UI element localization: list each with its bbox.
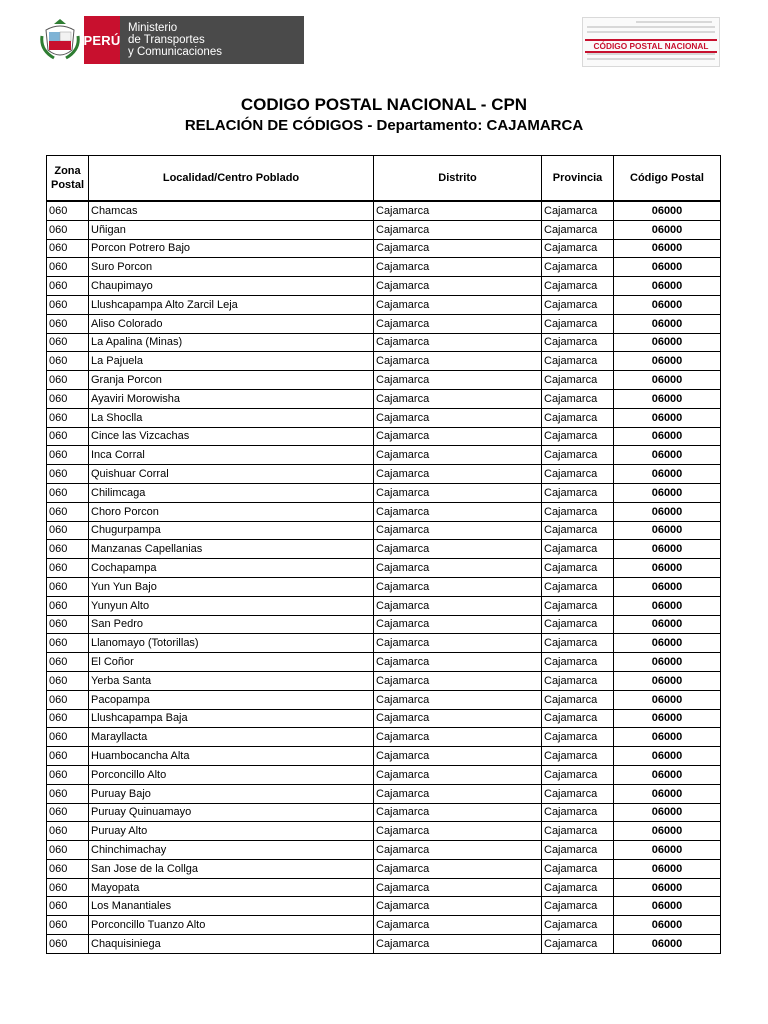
cell-distrito: Cajamarca bbox=[374, 352, 542, 371]
cell-provincia: Cajamarca bbox=[542, 784, 614, 803]
cell-provincia: Cajamarca bbox=[542, 878, 614, 897]
cell-localidad: Llanomayo (Totorillas) bbox=[89, 634, 374, 653]
cpn-logo-lines-top bbox=[587, 21, 715, 36]
cell-zona: 060 bbox=[47, 615, 89, 634]
table-row bbox=[47, 765, 721, 784]
peru-brand bbox=[84, 16, 120, 64]
cell-provincia: Cajamarca bbox=[542, 935, 614, 954]
cell-zona: 060 bbox=[47, 408, 89, 427]
cell-provincia: Cajamarca bbox=[542, 841, 614, 860]
cell-provincia: Cajamarca bbox=[542, 765, 614, 784]
cell-zona: 060 bbox=[47, 878, 89, 897]
cell-zona: 060 bbox=[47, 671, 89, 690]
cell-distrito: Cajamarca bbox=[374, 841, 542, 860]
cell-distrito: Cajamarca bbox=[374, 446, 542, 465]
table-row bbox=[47, 333, 721, 352]
cell-distrito: Cajamarca bbox=[374, 916, 542, 935]
cell-localidad: Uñigan bbox=[89, 220, 374, 239]
table-body bbox=[47, 201, 721, 953]
table-row bbox=[47, 446, 721, 465]
cell-zona: 060 bbox=[47, 728, 89, 747]
cell-codigo-postal: 06000 bbox=[614, 841, 721, 860]
cell-distrito: Cajamarca bbox=[374, 220, 542, 239]
page-subtitle: RELACIÓN DE CÓDIGOS - Departamento: CAJAMARCA bbox=[184, 117, 584, 134]
cell-codigo-postal: 06000 bbox=[614, 784, 721, 803]
cell-distrito: Cajamarca bbox=[374, 577, 542, 596]
cell-provincia: Cajamarca bbox=[542, 859, 614, 878]
cell-codigo-postal: 06000 bbox=[614, 709, 721, 728]
cell-provincia: Cajamarca bbox=[542, 747, 614, 766]
cell-localidad: Chugurpampa bbox=[89, 521, 374, 540]
cell-distrito: Cajamarca bbox=[374, 897, 542, 916]
cell-zona: 060 bbox=[47, 389, 89, 408]
cell-zona: 060 bbox=[47, 465, 89, 484]
cell-localidad: Yerba Santa bbox=[89, 671, 374, 690]
table-row bbox=[47, 841, 721, 860]
cell-provincia: Cajamarca bbox=[542, 258, 614, 277]
cell-zona: 060 bbox=[47, 822, 89, 841]
table-row bbox=[47, 502, 721, 521]
cell-provincia: Cajamarca bbox=[542, 314, 614, 333]
cell-zona: 060 bbox=[47, 596, 89, 615]
cell-distrito: Cajamarca bbox=[374, 295, 542, 314]
cell-codigo-postal: 06000 bbox=[614, 897, 721, 916]
cell-localidad: Yunyun Alto bbox=[89, 596, 374, 615]
cell-zona: 060 bbox=[47, 897, 89, 916]
cell-codigo-postal: 06000 bbox=[614, 483, 721, 502]
cell-localidad: Chinchimachay bbox=[89, 841, 374, 860]
table-row bbox=[47, 747, 721, 766]
cell-provincia: Cajamarca bbox=[542, 502, 614, 521]
cell-localidad: Manzanas Capellanias bbox=[89, 540, 374, 559]
cell-provincia: Cajamarca bbox=[542, 277, 614, 296]
cell-localidad: San Jose de la Collga bbox=[89, 859, 374, 878]
cell-codigo-postal: 06000 bbox=[614, 653, 721, 672]
cell-localidad: Suro Porcon bbox=[89, 258, 374, 277]
cell-provincia: Cajamarca bbox=[542, 897, 614, 916]
table-row bbox=[47, 728, 721, 747]
table-row bbox=[47, 239, 721, 258]
cell-zona: 060 bbox=[47, 653, 89, 672]
cell-zona: 060 bbox=[47, 841, 89, 860]
cell-distrito: Cajamarca bbox=[374, 803, 542, 822]
cell-distrito: Cajamarca bbox=[374, 483, 542, 502]
header-provincia: Provincia bbox=[542, 156, 614, 202]
cell-provincia: Cajamarca bbox=[542, 728, 614, 747]
cell-codigo-postal: 06000 bbox=[614, 615, 721, 634]
table-row bbox=[47, 671, 721, 690]
cell-zona: 060 bbox=[47, 690, 89, 709]
cell-zona: 060 bbox=[47, 916, 89, 935]
cell-distrito: Cajamarca bbox=[374, 690, 542, 709]
table-row bbox=[47, 897, 721, 916]
table-row bbox=[47, 634, 721, 653]
cell-localidad: La Pajuela bbox=[89, 352, 374, 371]
cell-codigo-postal: 06000 bbox=[614, 803, 721, 822]
cell-codigo-postal: 06000 bbox=[614, 446, 721, 465]
peru-crest-icon bbox=[40, 16, 80, 64]
cell-zona: 060 bbox=[47, 521, 89, 540]
cell-zona: 060 bbox=[47, 371, 89, 390]
cell-distrito: Cajamarca bbox=[374, 596, 542, 615]
cell-distrito: Cajamarca bbox=[374, 239, 542, 258]
cell-distrito: Cajamarca bbox=[374, 765, 542, 784]
cell-provincia: Cajamarca bbox=[542, 803, 614, 822]
cell-codigo-postal: 06000 bbox=[614, 634, 721, 653]
cell-provincia: Cajamarca bbox=[542, 389, 614, 408]
cell-localidad: El Coñor bbox=[89, 653, 374, 672]
ministry-line-3: y Comunicaciones bbox=[128, 46, 222, 58]
cell-codigo-postal: 06000 bbox=[614, 878, 721, 897]
cell-codigo-postal: 06000 bbox=[614, 465, 721, 484]
table-row bbox=[47, 878, 721, 897]
cell-codigo-postal: 06000 bbox=[614, 314, 721, 333]
cell-zona: 060 bbox=[47, 220, 89, 239]
cell-zona: 060 bbox=[47, 502, 89, 521]
cell-zona: 060 bbox=[47, 201, 89, 220]
table-row bbox=[47, 577, 721, 596]
cell-codigo-postal: 06000 bbox=[614, 822, 721, 841]
cell-distrito: Cajamarca bbox=[374, 408, 542, 427]
page-title: CODIGO POSTAL NACIONAL - CPN bbox=[240, 95, 528, 114]
cpn-logo-lines-bottom bbox=[587, 53, 715, 63]
cell-provincia: Cajamarca bbox=[542, 465, 614, 484]
cell-codigo-postal: 06000 bbox=[614, 559, 721, 578]
cell-codigo-postal: 06000 bbox=[614, 521, 721, 540]
cell-distrito: Cajamarca bbox=[374, 784, 542, 803]
cell-codigo-postal: 06000 bbox=[614, 671, 721, 690]
cell-provincia: Cajamarca bbox=[542, 352, 614, 371]
cell-codigo-postal: 06000 bbox=[614, 239, 721, 258]
cell-distrito: Cajamarca bbox=[374, 258, 542, 277]
table-header-row bbox=[47, 156, 721, 202]
cell-zona: 060 bbox=[47, 483, 89, 502]
table-row bbox=[47, 615, 721, 634]
cell-localidad: La Shoclla bbox=[89, 408, 374, 427]
cell-localidad: Choro Porcon bbox=[89, 502, 374, 521]
cell-codigo-postal: 06000 bbox=[614, 596, 721, 615]
cell-zona: 060 bbox=[47, 747, 89, 766]
cell-codigo-postal: 06000 bbox=[614, 577, 721, 596]
cell-provincia: Cajamarca bbox=[542, 822, 614, 841]
cell-provincia: Cajamarca bbox=[542, 653, 614, 672]
cell-provincia: Cajamarca bbox=[542, 709, 614, 728]
cpn-logo bbox=[582, 17, 720, 67]
cell-localidad: Chilimcaga bbox=[89, 483, 374, 502]
cell-provincia: Cajamarca bbox=[542, 690, 614, 709]
cell-distrito: Cajamarca bbox=[374, 465, 542, 484]
table-row bbox=[47, 483, 721, 502]
table-row bbox=[47, 201, 721, 220]
cell-localidad: Porconcillo Alto bbox=[89, 765, 374, 784]
table-row bbox=[47, 427, 721, 446]
cell-distrito: Cajamarca bbox=[374, 822, 542, 841]
cell-zona: 060 bbox=[47, 427, 89, 446]
table-row bbox=[47, 822, 721, 841]
table-row bbox=[47, 709, 721, 728]
cell-zona: 060 bbox=[47, 295, 89, 314]
cell-zona: 060 bbox=[47, 559, 89, 578]
cell-codigo-postal: 06000 bbox=[614, 258, 721, 277]
cell-distrito: Cajamarca bbox=[374, 709, 542, 728]
cell-codigo-postal: 06000 bbox=[614, 352, 721, 371]
cell-distrito: Cajamarca bbox=[374, 277, 542, 296]
cell-zona: 060 bbox=[47, 784, 89, 803]
cell-provincia: Cajamarca bbox=[542, 671, 614, 690]
cell-zona: 060 bbox=[47, 765, 89, 784]
table-row bbox=[47, 596, 721, 615]
cell-provincia: Cajamarca bbox=[542, 333, 614, 352]
cell-codigo-postal: 06000 bbox=[614, 220, 721, 239]
cell-zona: 060 bbox=[47, 258, 89, 277]
table-row bbox=[47, 653, 721, 672]
cell-provincia: Cajamarca bbox=[542, 427, 614, 446]
cell-zona: 060 bbox=[47, 239, 89, 258]
cell-localidad: Inca Corral bbox=[89, 446, 374, 465]
table-row bbox=[47, 935, 721, 954]
table-row bbox=[47, 559, 721, 578]
cell-localidad: Los Manantiales bbox=[89, 897, 374, 916]
cell-distrito: Cajamarca bbox=[374, 653, 542, 672]
peru-brand-text: PERÚ bbox=[83, 32, 121, 48]
cell-localidad: Pacopampa bbox=[89, 690, 374, 709]
cell-provincia: Cajamarca bbox=[542, 483, 614, 502]
cell-localidad: Chaupimayo bbox=[89, 277, 374, 296]
cell-codigo-postal: 06000 bbox=[614, 728, 721, 747]
cell-distrito: Cajamarca bbox=[374, 728, 542, 747]
cell-provincia: Cajamarca bbox=[542, 408, 614, 427]
table-row bbox=[47, 220, 721, 239]
cell-codigo-postal: 06000 bbox=[614, 371, 721, 390]
cell-distrito: Cajamarca bbox=[374, 559, 542, 578]
cell-localidad: Llushcapampa Baja bbox=[89, 709, 374, 728]
cell-provincia: Cajamarca bbox=[542, 220, 614, 239]
header-zona-line2: Postal bbox=[50, 179, 84, 191]
cell-localidad: Chamcas bbox=[89, 201, 374, 220]
cell-codigo-postal: 06000 bbox=[614, 295, 721, 314]
cell-localidad: Granja Porcon bbox=[89, 371, 374, 390]
cell-zona: 060 bbox=[47, 577, 89, 596]
cell-provincia: Cajamarca bbox=[542, 916, 614, 935]
table-row bbox=[47, 371, 721, 390]
cell-distrito: Cajamarca bbox=[374, 502, 542, 521]
cell-codigo-postal: 06000 bbox=[614, 333, 721, 352]
cell-localidad: Yun Yun Bajo bbox=[89, 577, 374, 596]
header-zona-postal bbox=[47, 156, 89, 202]
cell-codigo-postal: 06000 bbox=[614, 859, 721, 878]
cell-distrito: Cajamarca bbox=[374, 634, 542, 653]
ministry-line-1: Ministerio bbox=[128, 22, 178, 34]
cell-codigo-postal: 06000 bbox=[614, 502, 721, 521]
cell-provincia: Cajamarca bbox=[542, 615, 614, 634]
table-row bbox=[47, 277, 721, 296]
header-distrito: Distrito bbox=[374, 156, 542, 202]
cell-provincia: Cajamarca bbox=[542, 559, 614, 578]
cell-localidad: Porcon Potrero Bajo bbox=[89, 239, 374, 258]
cell-localidad: Puruay Bajo bbox=[89, 784, 374, 803]
cpn-logo-text: CÓDIGO POSTAL NACIONAL bbox=[585, 39, 717, 53]
cell-zona: 060 bbox=[47, 540, 89, 559]
cell-localidad: Cince las Vizcachas bbox=[89, 427, 374, 446]
cell-distrito: Cajamarca bbox=[374, 935, 542, 954]
cell-provincia: Cajamarca bbox=[542, 540, 614, 559]
cell-zona: 060 bbox=[47, 803, 89, 822]
cell-zona: 060 bbox=[47, 352, 89, 371]
table-row bbox=[47, 859, 721, 878]
cell-zona: 060 bbox=[47, 935, 89, 954]
cell-zona: 060 bbox=[47, 314, 89, 333]
cell-distrito: Cajamarca bbox=[374, 878, 542, 897]
cell-localidad: Mayopata bbox=[89, 878, 374, 897]
ministry-line-2: de Transportes bbox=[128, 34, 205, 46]
table-row bbox=[47, 352, 721, 371]
cell-localidad: Llushcapampa Alto Zarcil Leja bbox=[89, 295, 374, 314]
cell-codigo-postal: 06000 bbox=[614, 747, 721, 766]
cell-distrito: Cajamarca bbox=[374, 314, 542, 333]
table-row bbox=[47, 784, 721, 803]
table-row bbox=[47, 295, 721, 314]
table-row bbox=[47, 314, 721, 333]
header-codigo-postal: Código Postal bbox=[614, 156, 721, 202]
cell-codigo-postal: 06000 bbox=[614, 690, 721, 709]
cell-zona: 060 bbox=[47, 859, 89, 878]
cell-provincia: Cajamarca bbox=[542, 446, 614, 465]
cell-codigo-postal: 06000 bbox=[614, 201, 721, 220]
cell-zona: 060 bbox=[47, 333, 89, 352]
table-row bbox=[47, 540, 721, 559]
cell-distrito: Cajamarca bbox=[374, 859, 542, 878]
header-localidad: Localidad/Centro Poblado bbox=[89, 156, 374, 202]
cell-localidad: Marayllacta bbox=[89, 728, 374, 747]
cell-provincia: Cajamarca bbox=[542, 295, 614, 314]
cell-distrito: Cajamarca bbox=[374, 201, 542, 220]
cell-codigo-postal: 06000 bbox=[614, 916, 721, 935]
table-row bbox=[47, 408, 721, 427]
cell-codigo-postal: 06000 bbox=[614, 935, 721, 954]
cell-provincia: Cajamarca bbox=[542, 634, 614, 653]
cell-localidad: San Pedro bbox=[89, 615, 374, 634]
cell-distrito: Cajamarca bbox=[374, 521, 542, 540]
cell-localidad: Porconcillo Tuanzo Alto bbox=[89, 916, 374, 935]
cell-zona: 060 bbox=[47, 277, 89, 296]
cell-distrito: Cajamarca bbox=[374, 371, 542, 390]
cell-zona: 060 bbox=[47, 446, 89, 465]
postal-code-table bbox=[46, 155, 721, 954]
cell-distrito: Cajamarca bbox=[374, 615, 542, 634]
cell-localidad: Cochapampa bbox=[89, 559, 374, 578]
cell-localidad: Ayaviri Morowisha bbox=[89, 389, 374, 408]
cell-localidad: La Apalina (Minas) bbox=[89, 333, 374, 352]
cell-distrito: Cajamarca bbox=[374, 540, 542, 559]
table-row bbox=[47, 389, 721, 408]
cell-codigo-postal: 06000 bbox=[614, 540, 721, 559]
ministry-logo bbox=[40, 16, 304, 64]
table-row bbox=[47, 258, 721, 277]
cell-provincia: Cajamarca bbox=[542, 371, 614, 390]
cell-distrito: Cajamarca bbox=[374, 427, 542, 446]
cell-provincia: Cajamarca bbox=[542, 577, 614, 596]
table-row bbox=[47, 521, 721, 540]
cell-localidad: Quishuar Corral bbox=[89, 465, 374, 484]
table-row bbox=[47, 916, 721, 935]
table-row bbox=[47, 803, 721, 822]
cell-localidad: Chaquisiniega bbox=[89, 935, 374, 954]
cell-provincia: Cajamarca bbox=[542, 201, 614, 220]
cell-zona: 060 bbox=[47, 709, 89, 728]
cell-codigo-postal: 06000 bbox=[614, 427, 721, 446]
cell-localidad: Huambocancha Alta bbox=[89, 747, 374, 766]
header-zona-line1: Zona bbox=[54, 165, 81, 177]
cell-codigo-postal: 06000 bbox=[614, 408, 721, 427]
cell-codigo-postal: 06000 bbox=[614, 389, 721, 408]
cell-codigo-postal: 06000 bbox=[614, 765, 721, 784]
cell-localidad: Puruay Quinuamayo bbox=[89, 803, 374, 822]
cell-provincia: Cajamarca bbox=[542, 521, 614, 540]
cell-provincia: Cajamarca bbox=[542, 596, 614, 615]
table-row bbox=[47, 465, 721, 484]
cell-localidad: Puruay Alto bbox=[89, 822, 374, 841]
cell-codigo-postal: 06000 bbox=[614, 277, 721, 296]
cell-distrito: Cajamarca bbox=[374, 671, 542, 690]
cell-zona: 060 bbox=[47, 634, 89, 653]
ministry-name bbox=[120, 16, 304, 64]
cell-localidad: Aliso Colorado bbox=[89, 314, 374, 333]
cell-distrito: Cajamarca bbox=[374, 747, 542, 766]
table-row bbox=[47, 690, 721, 709]
cell-distrito: Cajamarca bbox=[374, 333, 542, 352]
cell-provincia: Cajamarca bbox=[542, 239, 614, 258]
cell-distrito: Cajamarca bbox=[374, 389, 542, 408]
